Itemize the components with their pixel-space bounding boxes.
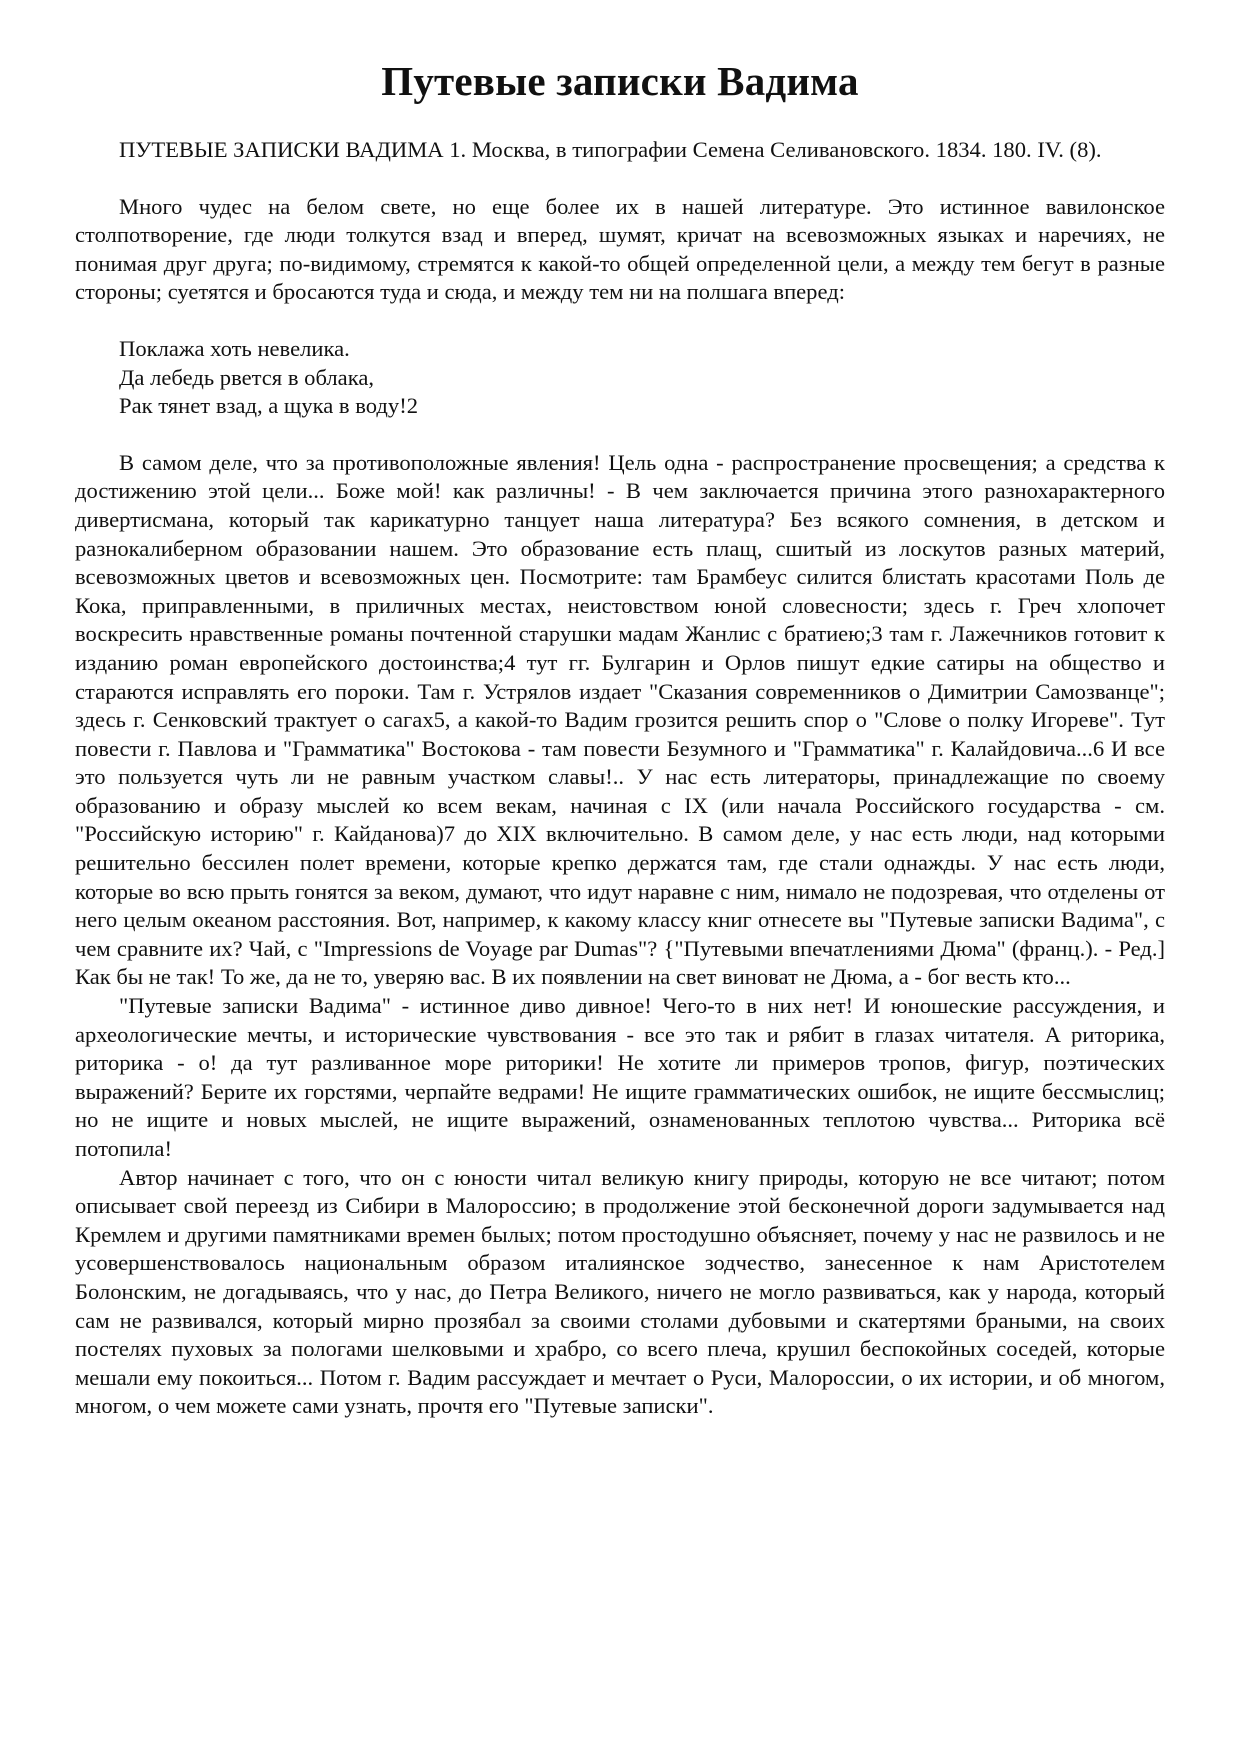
document-page: [75, 52, 1165, 1421]
paragraph-gap: [75, 165, 1165, 193]
paragraph-gap: [75, 307, 1165, 335]
verse-quote: [75, 335, 1165, 421]
verse-line: Да лебедь рвется в облака,: [119, 364, 375, 390]
paragraph-main: В самом деле, что за противоположные явления! Цель одна - распространение просвещения; а средства к достижению этой цели... Боже мой! как различны! - В чем заключается причина этого разнохарактерного дивертисмана, который так карикатурно танцует наша литература? Без всякого сомнения, в детском и разнокалиберном образовании нашем. Это образование есть плащ, сшитый из лоскутов разных материй, всевозможных цветов и всевозможных цен. Посмотрите: там Брамбеус силится блистать красотами Поль де Кока, приправленными, в приличных местах, неистовством юной словесности; здесь г. Греч хлопочет воскресить нравственные романы почтенной старушки мадам Жанлис с братиею;3 там г. Лажечников готовит к изданию роман европейского достоинства;4 тут гг. Булгарин и Орлов пишут едкие сатиры на общество и стараются исправлять его пороки. Там г. Устрялов издает "Сказания современников о Димитрии Самозванце"; здесь г. Сенковский трактует о сагах5, а какой-то Вадим грозится решить спор о "Слове о полку Игореве". Тут повести г. Павлова и "Грамматика" Востокова - там повести Безумного и "Грамматика" г. Калайдовича...6 И все это пользуется чуть ли не равным участком славы!.. У нас есть литераторы, принадлежащие по своему образованию и образу мыслей ко всем векам, начиная с IX (или начала Российского государства - см. "Российскую историю" г. Кайданова)7 до XIX включительно. В самом деле, у нас есть люди, над которыми решительно бессилен полет времени, которые крепко держатся там, где стали однажды. У нас есть люди, которые во всю прыть гонятся за веком, думают, что идут наравне с ним, нимало не подозревая, что отделены от него целым океаном расстояния. Вот, например, к какому классу книг отнесете вы "Путевые записки Вадима", с чем сравните их? Чай, с "Impressions de Voyage par Dumas"? {"Путевыми впечатлениями Дюма" (франц.). - Ред.] Как бы не так! То же, да не то, уверяю вас. В их появлении на свет виноват не Дюма, а - бог весть кто...: [75, 449, 1165, 990]
paragraph-summary: Автор начинает с того, что он с юности читал великую книгу природы, которую не все читают; потом описывает свой переезд из Сибири в Малороссию; в продолжение этой бесконечной дороги задумывается над Кремлем и другими памятниками времен былых; потом простодушно объясняет, почему у нас не развилось и не усовершенствовалось национальным образом италиянское зодчество, занесенное к нам Аристотелем Болонским, не догадываясь, что у нас, до Петра Великого, ничего не могло развиваться, как у народа, который сам не развивался, который мирно прозябал за своими столами дубовыми и скатертями браными, на своих постелях пуховых за пологами шелковыми и храбро, со всего плеча, крушил беспокойных соседей, которые мешали ему покоиться... Потом г. Вадим рассуждает и мечтает о Руси, Малороссии, о их истории, и об многом, многом, о чем можете сами узнать, прочтя его "Путевые записки".: [75, 1164, 1165, 1419]
page-title: Путевые записки Вадима: [381, 58, 859, 104]
paragraph-gap: [75, 421, 1165, 449]
bibliographic-entry: ПУТЕВЫЕ ЗАПИСКИ ВАДИМА 1. Москва, в типографии Семена Селивановского. 1834. 180. IV. (8).: [119, 137, 1102, 162]
paragraph-rhetoric: "Путевые записки Вадима" - истинное диво дивное! Чего-то в них нет! И юношеские рассуждения, и археологические мечты, и исторические чувствования - все это так и рябит в глазах читателя. А риторика, риторика - о! да тут разливанное море риторики! Не хотите ли примеров тропов, фигур, поэтических выражений? Берите их горстями, черпайте ведрами! Не ищите грамматических ошибок, не ищите бессмыслиц; но не ищите и новых мыслей, не ищите выражений, ознаменованных теплотою чувства... Риторика всё потопила!: [75, 993, 1165, 1161]
paragraph-intro: Много чудес на белом свете, но еще более их в нашей литературе. Это истинное вавилонское столпотворение, где люди толкутся взад и вперед, шумят, кричат на всевозможных языках и наречиях, не понимая друг друга; по-видимому, стремятся к какой-то общей определенной цели, а между тем бегут в разные стороны; суетятся и бросаются туда и сюда, и между тем ни на полшага вперед:: [75, 193, 1165, 305]
verse-line: Поклажа хоть невелика.: [119, 335, 350, 361]
verse-line: Рак тянет взад, а щука в воду!2: [119, 393, 419, 419]
